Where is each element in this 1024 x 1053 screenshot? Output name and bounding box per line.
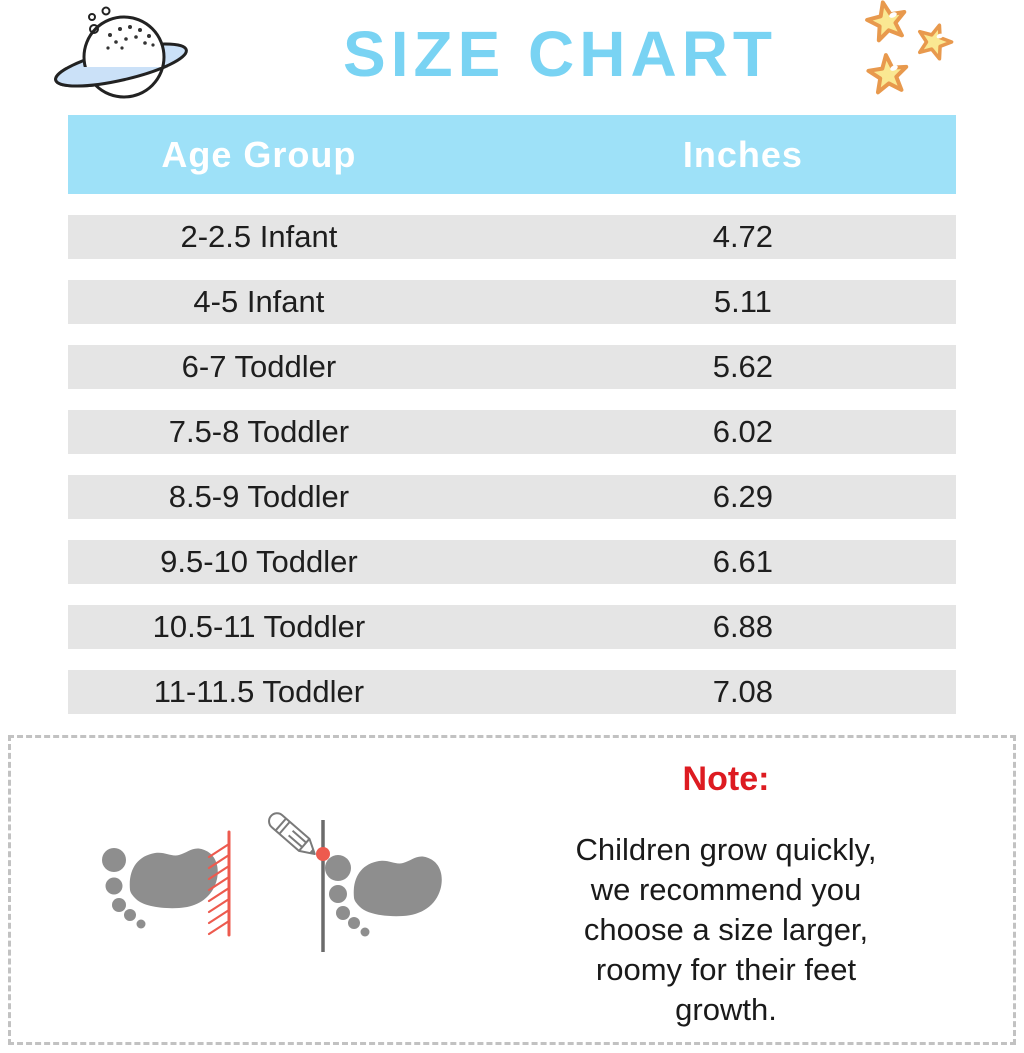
inches-cell: 4.72 <box>712 219 774 254</box>
right-footprint-icon <box>325 855 442 937</box>
note-box <box>8 735 1016 1045</box>
table-row <box>68 410 956 454</box>
note-text <box>536 830 916 1030</box>
inches-cell: 6.88 <box>712 609 774 644</box>
age-group-cell: 6-7 Toddler <box>181 349 337 384</box>
page-title: SIZE CHART <box>343 18 777 90</box>
age-group-cell: 2-2.5 Infant <box>180 219 338 254</box>
age-group-cell: 10.5-11 Toddler <box>152 609 366 644</box>
note-line: choose a size larger, <box>583 912 869 947</box>
foot-measuring-illustration <box>81 802 471 1002</box>
note-line: roomy for their feet <box>595 952 857 987</box>
planet-icon <box>48 5 196 105</box>
age-group-cell: 4-5 Infant <box>193 284 325 319</box>
table-row <box>68 605 956 649</box>
inches-cell: 6.29 <box>712 479 774 514</box>
inches-cell: 5.11 <box>713 284 772 319</box>
table-row <box>68 540 956 584</box>
note-line: growth. <box>675 992 777 1027</box>
table-row <box>68 670 956 714</box>
inches-cell: 5.62 <box>712 349 774 384</box>
pencil-mark-dot <box>316 847 330 861</box>
stars-icon <box>853 0 1024 102</box>
note-label: Note: <box>682 760 770 798</box>
table-row <box>68 475 956 519</box>
age-group-cell: 8.5-9 Toddler <box>168 479 350 514</box>
age-group-cell: 7.5-8 Toddler <box>168 414 350 449</box>
table-row <box>68 215 956 259</box>
note-line: we recommend you <box>590 872 862 907</box>
table-header-row <box>68 115 956 194</box>
pencil-icon <box>266 810 320 860</box>
age-group-cell: 9.5-10 Toddler <box>160 544 358 579</box>
inches-cell: 7.08 <box>712 674 774 709</box>
left-footprint-icon <box>102 848 218 929</box>
inches-cell: 6.61 <box>712 544 774 579</box>
inches-cell: 6.02 <box>712 414 774 449</box>
note-line: Children grow quickly, <box>575 832 877 867</box>
column-header-age-group: Age Group <box>161 133 357 175</box>
table-row <box>68 345 956 389</box>
column-header-inches: Inches <box>682 133 803 175</box>
age-group-cell: 11-11.5 Toddler <box>153 674 365 709</box>
table-row <box>68 280 956 324</box>
